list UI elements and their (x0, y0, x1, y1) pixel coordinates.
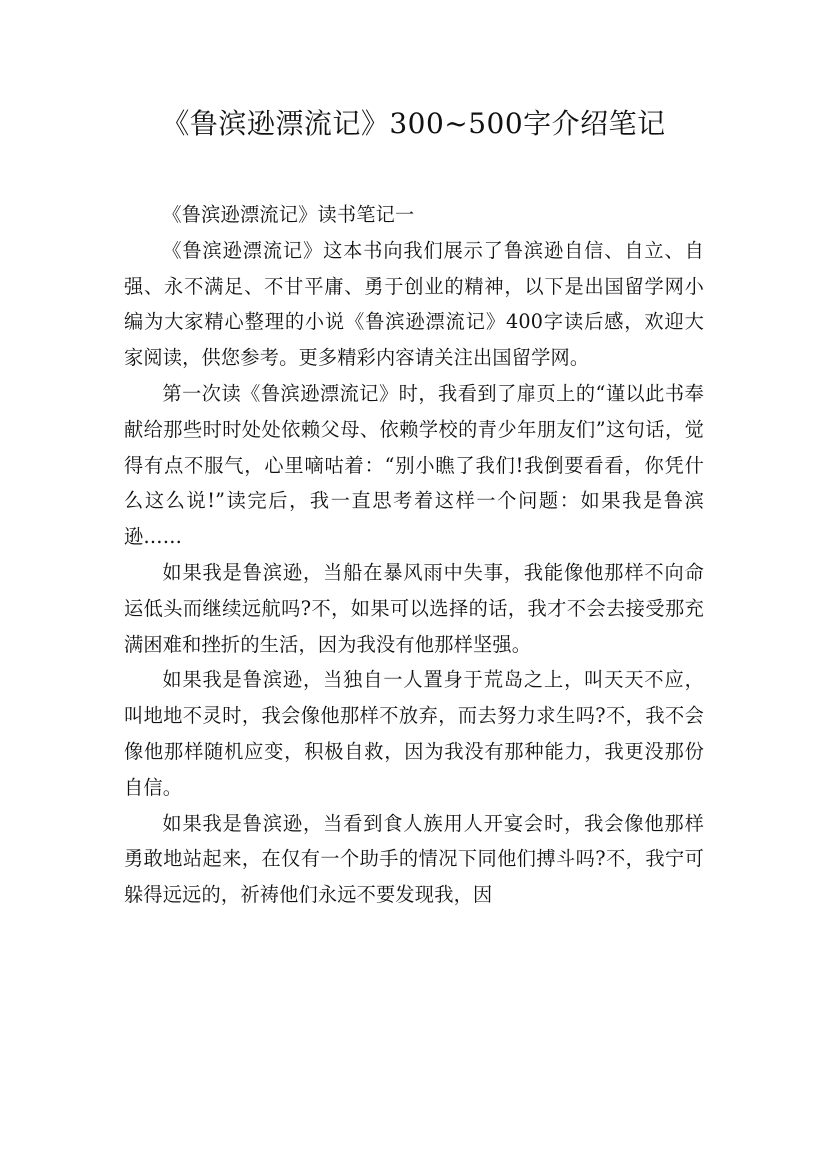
paragraph: 如果我是鲁滨逊，当船在暴风雨中失事，我能像他那样不向命运低头而继续远航吗?不，如果可以选择的话，我才不会去接受那充满困难和挫折的生活，因为我没有他那样坚强。 (124, 560, 704, 656)
paragraph: 如果我是鲁滨逊，当看到食人族用人开宴会时，我会像他那样勇敢地站起来，在仅有一个助手的情况下同他们搏斗吗?不，我宁可躲得远远的，祈祷他们永远不要发现我，因 (124, 811, 704, 907)
paragraph: 如果我是鲁滨逊，当独自一人置身于荒岛之上，叫天天不应，叫地地不灵时，我会像他那样不放弃，而去努力求生吗?不，我不会像他那样随机应变，积极自救，因为我没有那种能力，我更没那份自信。 (124, 668, 704, 799)
document-title: 《鲁滨逊漂流记》300~500字介绍笔记 (161, 107, 666, 140)
paragraph: 第一次读《鲁滨逊漂流记》时，我看到了扉页上的“谨以此书奉献给那些时时处处依赖父母、依赖学校的青少年朋友们”这句话，觉得有点不服气，心里嘀咕着：“别小瞧了我们!我倒要看看，你凭什么这么说!”读完后，我一直思考着这样一个问题：如果我是鲁滨逊…… (124, 381, 704, 549)
paragraph: 《鲁滨逊漂流记》这本书向我们展示了鲁滨逊自信、自立、自强、永不满足、不甘平庸、勇于创业的精神，以下是出国留学网小编为大家精心整理的小说《鲁滨逊漂流记》400字读后感，欢迎大家阅读，供您参考。更多精彩内容请关注出国留学网。 (124, 238, 704, 370)
document-body (124, 197, 704, 913)
paragraph-heading: 《鲁滨逊漂流记》读书笔记一 (162, 203, 415, 226)
